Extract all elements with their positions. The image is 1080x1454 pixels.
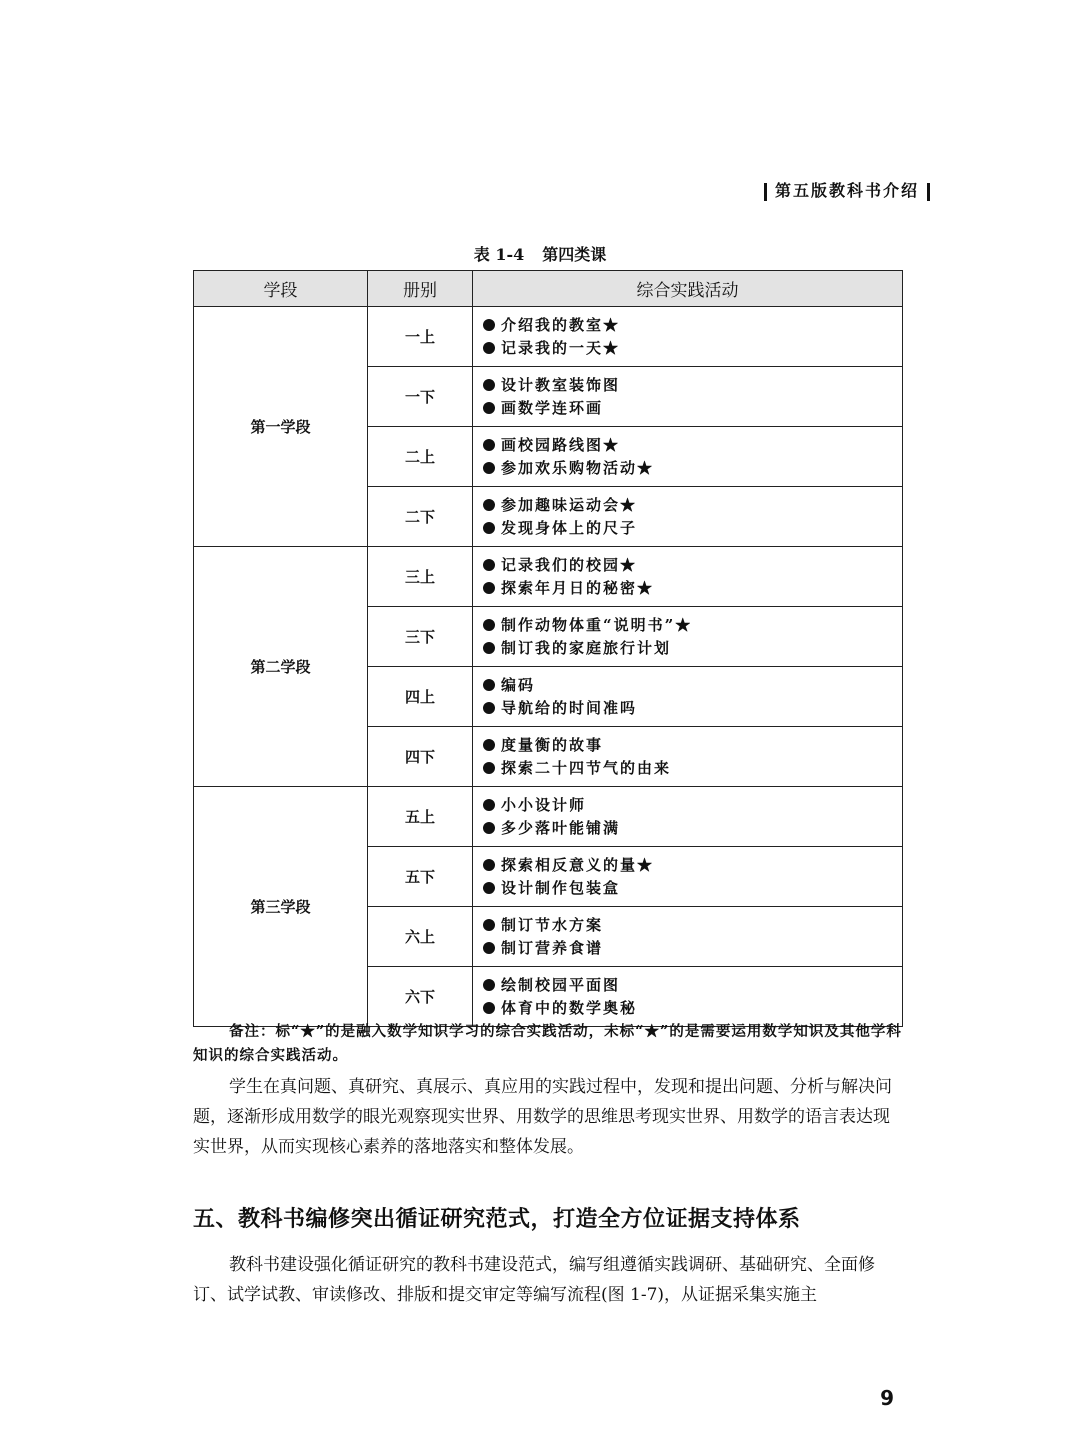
activities-cell (473, 547, 903, 607)
activity-item (483, 854, 902, 877)
running-header (756, 178, 938, 201)
activity-text: 绘制校园平面图 (501, 975, 621, 994)
activity-item (483, 517, 902, 540)
activity-text: 探索相反意义的量★ (501, 855, 655, 874)
activity-text: 编码 (501, 675, 536, 694)
column-header-stage: 学段 (194, 271, 368, 307)
volume-cell: 一下 (368, 367, 473, 427)
activity-text: 多少落叶能铺满 (501, 818, 621, 837)
activity-text: 发现身体上的尺子 (501, 518, 638, 537)
bullet-icon (483, 379, 495, 391)
activities-cell (473, 967, 903, 1027)
table-row (194, 787, 903, 847)
bullet-icon (483, 919, 495, 931)
activity-item (483, 877, 902, 900)
bullet-icon (483, 942, 495, 954)
table-number: 表 1-4 (473, 245, 525, 264)
bullet-icon (483, 582, 495, 594)
volume-cell: 五下 (368, 847, 473, 907)
activity-text: 介绍我的教室★ (501, 315, 621, 334)
activity-text: 参加欢乐购物活动★ (501, 458, 655, 477)
bullet-icon (483, 679, 495, 691)
bullet-icon (483, 799, 495, 811)
bullet-icon (483, 462, 495, 474)
activities-cell (473, 607, 903, 667)
activity-item (483, 734, 902, 757)
activity-text: 导航给的时间准吗 (501, 698, 638, 717)
activity-item (483, 974, 902, 997)
activities-cell (473, 847, 903, 907)
body-paragraph: 教科书建设强化循证研究的教科书建设范式，编写组遵循实践调研、基础研究、全面修订、试学试教、审读修改、排版和提交审定等编写流程(图 1-7)，从证据采集实施主 (193, 1255, 875, 1305)
stage-cell: 第三学段 (194, 787, 368, 1027)
activity-item (483, 997, 902, 1020)
running-header-title: 第五版教科书介绍 (774, 181, 919, 200)
activity-item (483, 757, 902, 780)
bullet-icon (483, 522, 495, 534)
volume-cell: 六上 (368, 907, 473, 967)
table-caption (0, 242, 1080, 265)
bullet-icon (483, 702, 495, 714)
activity-text: 画校园路线图★ (501, 435, 621, 454)
table-note: 备注：标“★”的是融入数学知识学习的综合实践活动，未标“★”的是需要运用数学知识及其他学科知识的综合实践活动。 (193, 1023, 902, 1064)
activity-text: 制订节水方案 (501, 915, 604, 934)
volume-cell: 六下 (368, 967, 473, 1027)
volume-cell: 二下 (368, 487, 473, 547)
column-header-volume: 册别 (368, 271, 473, 307)
activity-text: 设计制作包装盒 (501, 878, 621, 897)
activity-text: 记录我们的校园★ (501, 555, 638, 574)
activity-item (483, 434, 902, 457)
activity-text: 参加趣味运动会★ (501, 495, 638, 514)
volume-cell: 二上 (368, 427, 473, 487)
bullet-icon (483, 859, 495, 871)
activity-item (483, 457, 902, 480)
activity-text: 设计教室装饰图 (501, 375, 621, 394)
activity-item (483, 674, 902, 697)
activities-cell (473, 667, 903, 727)
stage-cell: 第二学段 (194, 547, 368, 787)
activity-item (483, 374, 902, 397)
bullet-icon (483, 319, 495, 331)
volume-cell: 三下 (368, 607, 473, 667)
activities-cell (473, 727, 903, 787)
column-header-activities: 综合实践活动 (473, 271, 903, 307)
bullet-icon (483, 402, 495, 414)
table-row (194, 307, 903, 367)
activities-cell (473, 307, 903, 367)
activities-cell (473, 427, 903, 487)
bullet-icon (483, 739, 495, 751)
body-paragraph: 学生在真问题、真研究、真展示、真应用的实践过程中，发现和提出问题、分析与解决问题，逐渐形成用数学的眼光观察现实世界、用数学的思维思考现实世界、用数学的语言表达现实世界，从而实现核心素养的落地落实和整体发展。 (193, 1077, 892, 1157)
activity-text: 制作动物体重“说明书”★ (501, 615, 693, 634)
activities-cell (473, 487, 903, 547)
bullet-icon (483, 619, 495, 631)
bullet-icon (483, 439, 495, 451)
activity-text: 探索二十四节气的由来 (501, 758, 672, 777)
table-title: 第四类课 (542, 245, 607, 264)
bullet-icon (483, 979, 495, 991)
bullet-icon (483, 762, 495, 774)
activity-text: 小小设计师 (501, 795, 587, 814)
activity-item (483, 697, 902, 720)
bullet-icon (483, 882, 495, 894)
activity-text: 记录我的一天★ (501, 338, 621, 357)
volume-cell: 四下 (368, 727, 473, 787)
activities-cell (473, 787, 903, 847)
bullet-icon (483, 822, 495, 834)
volume-cell: 五上 (368, 787, 473, 847)
section-heading: 五、教科书编修突出循证研究范式，打造全方位证据支持体系 (193, 1207, 801, 1232)
activity-item (483, 614, 902, 637)
activity-text: 制订营养食谱 (501, 938, 604, 957)
activity-item (483, 817, 902, 840)
bullet-icon (483, 559, 495, 571)
bullet-icon (483, 1002, 495, 1014)
activity-item (483, 554, 902, 577)
activity-item (483, 577, 902, 600)
header-divider (927, 183, 930, 201)
header-divider (764, 183, 767, 201)
activities-cell (473, 367, 903, 427)
activity-item (483, 937, 902, 960)
activity-text: 制订我的家庭旅行计划 (501, 638, 672, 657)
activity-item (483, 314, 902, 337)
activity-text: 探索年月日的秘密★ (501, 578, 655, 597)
activity-item (483, 637, 902, 660)
activity-text: 画数学连环画 (501, 398, 604, 417)
bullet-icon (483, 642, 495, 654)
stage-cell: 第一学段 (194, 307, 368, 547)
activity-item (483, 337, 902, 360)
activity-text: 度量衡的故事 (501, 735, 604, 754)
activity-item (483, 794, 902, 817)
volume-cell: 三上 (368, 547, 473, 607)
curriculum-table (193, 270, 903, 1027)
activity-item (483, 914, 902, 937)
bullet-icon (483, 342, 495, 354)
bullet-icon (483, 499, 495, 511)
page-number: 9 (880, 1386, 894, 1410)
activity-text: 体育中的数学奥秘 (501, 998, 638, 1017)
table-row (194, 547, 903, 607)
activity-item (483, 397, 902, 420)
table-body (194, 307, 903, 1027)
volume-cell: 四上 (368, 667, 473, 727)
activities-cell (473, 907, 903, 967)
table-header-row (194, 271, 903, 307)
volume-cell: 一上 (368, 307, 473, 367)
activity-item (483, 494, 902, 517)
